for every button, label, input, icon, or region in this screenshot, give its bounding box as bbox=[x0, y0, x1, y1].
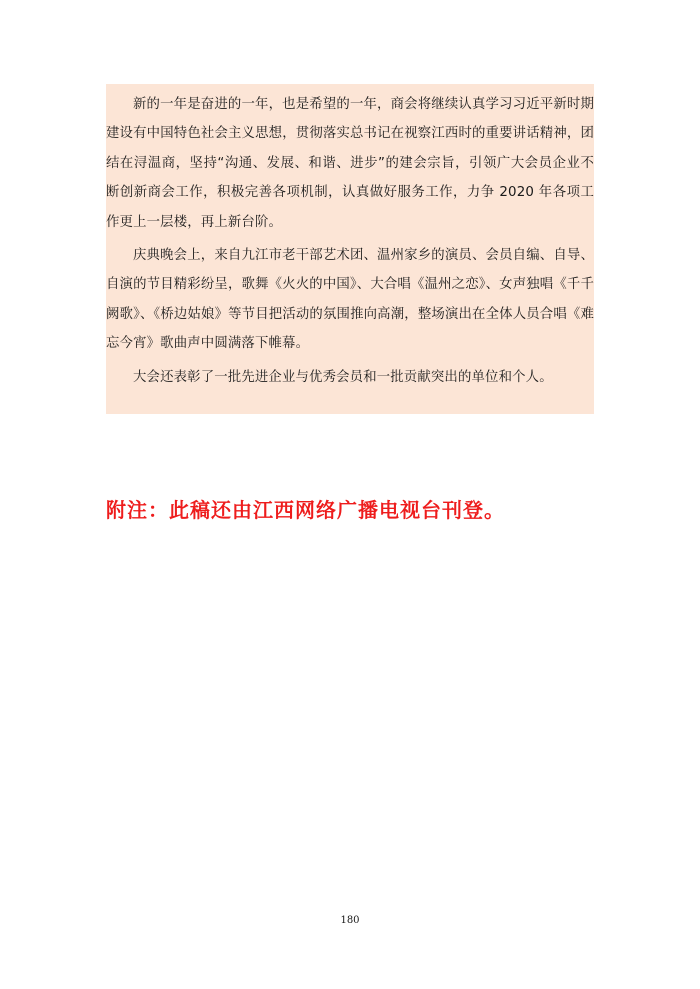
publication-footnote: 附注：此稿还由江西网络广播电视台刊登。 bbox=[106, 498, 505, 522]
paragraph-gala-performances: 庆典晚会上，来自九江市老干部艺术团、温州家乡的演员、会员自编、自导、自演的节目精彩纷呈，歌舞《火火的中国》、大合唱《温州之恋》、女声独唱《千千阙歌》、《桥边姑娘》等节目把活动的氛围推向高潮，整场演出在全体人员合唱《难忘今宵》歌曲声中圆满落下帷幕。 bbox=[106, 248, 594, 352]
highlighted-article-text bbox=[106, 84, 594, 414]
paragraph-new-year-outlook: 新的一年是奋进的一年，也是希望的一年，商会将继续认真学习习近平新时期建设有中国特色社会主义思想，贯彻落实总书记在视察江西时的重要讲话精神，团结在浔温商，坚持“沟通、发展、和谐、进步”的建会宗旨，引领广大会员企业不断创新商会工作，积极完善各项机制，认真做好服务工作，力争 2020 年各项工作更上一层楼，再上新台阶。 bbox=[106, 97, 594, 230]
page-number: 180 bbox=[340, 915, 360, 926]
paragraph-awards: 大会还表彰了一批先进企业与优秀会员和一批贡献突出的单位和个人。 bbox=[133, 369, 553, 385]
